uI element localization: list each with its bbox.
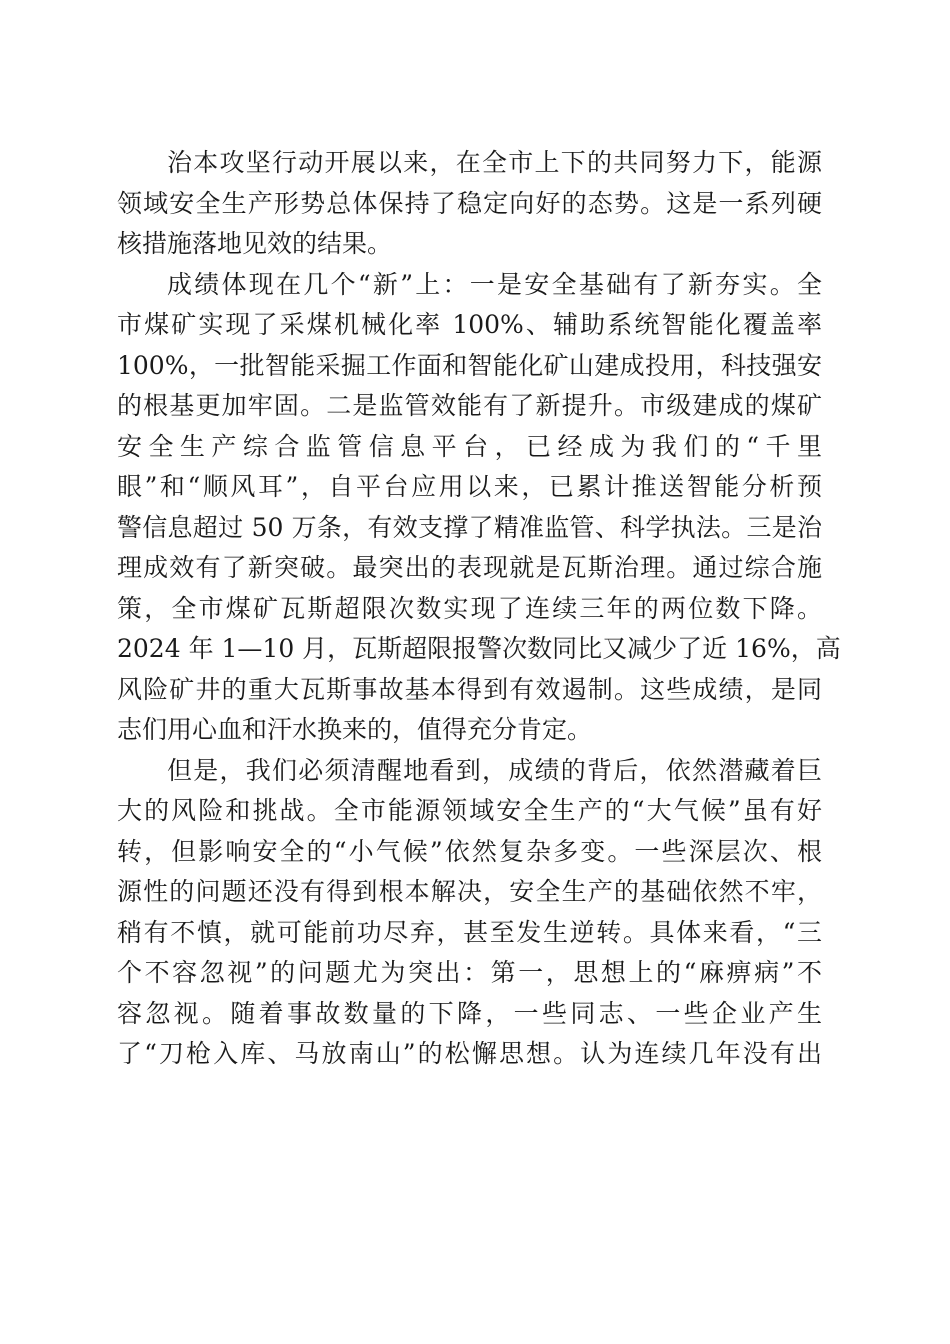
text-line: 治本攻坚行动开展以来，在全市上下的共同努力下，能源 [167,148,822,177]
text-line: 个不容忽视”的问题尤为突出：第一，思想上的“麻痹病”不 [117,958,822,987]
text-line: 源性的问题还没有得到根本解决，安全生产的基础依然不牢， [117,877,822,906]
text-line: 但是，我们必须清醒地看到，成绩的背后，依然潜藏着巨 [167,755,822,785]
text-line: 领域安全生产形势总体保持了稳定向好的态势。这是一系列硬 [117,188,822,218]
paragraph-3 [117,751,822,1075]
document-body [117,143,841,1075]
text-line: 稍有不慎，就可能前功尽弃，甚至发生逆转。具体来看，“三 [117,917,822,947]
text-line: 大的风险和挑战。全市能源领域安全生产的“大气候”虽有好 [117,796,822,825]
text-line: 核措施落地见效的结果。 [117,229,393,258]
paragraph-1 [117,143,822,265]
text-line: 警信息超过 50 万条，有效支撑了精准监管、科学执法。三是治 [117,512,822,542]
text-line: 成绩体现在几个“新”上：一是安全基础有了新夯实。全 [167,269,822,299]
text-line: 风险矿井的重大瓦斯事故基本得到有效遏制。这些成绩，是同 [117,674,822,704]
text-line: 市煤矿实现了采煤机械化率 100%、辅助系统智能化覆盖率 [117,310,822,339]
text-line: 眼”和“顺风耳”，自平台应用以来，已累计推送智能分析预 [117,472,822,501]
text-line: 策，全市煤矿瓦斯超限次数实现了连续三年的两位数下降。 [117,593,822,623]
text-line: 转，但影响安全的“小气候”依然复杂多变。一些深层次、根 [117,836,822,866]
text-line: 100%，一批智能采掘工作面和智能化矿山建成投用，科技强安 [117,350,822,380]
paragraph-2 [117,265,841,751]
text-line: 的根基更加牢固。二是监管效能有了新提升。市级建成的煤矿 [117,391,822,420]
text-line: 理成效有了新突破。最突出的表现就是瓦斯治理。通过综合施 [117,553,822,582]
text-line: 了“刀枪入库、马放南山”的松懈思想。认为连续几年没有出 [117,1039,822,1068]
text-line: 2024 年 1—10 月，瓦斯超限报警次数同比又减少了近 16%，高 [117,634,841,663]
text-line: 安全生产综合监管信息平台，已经成为我们的“千里 [117,431,822,461]
text-line: 容忽视。随着事故数量的下降，一些同志、一些企业产生 [117,998,822,1028]
text-line: 志们用心血和汗水换来的，值得充分肯定。 [117,715,593,744]
